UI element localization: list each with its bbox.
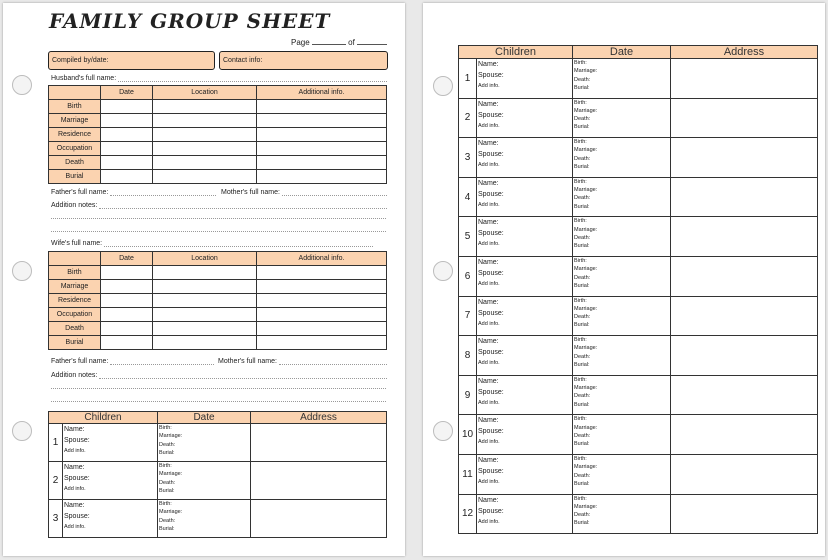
husband-events-table (48, 85, 387, 184)
date-field-label: Marriage: (574, 385, 598, 392)
right-page (423, 3, 825, 556)
row-label: Burial (49, 170, 101, 184)
date-field-label: Marriage: (574, 424, 598, 431)
wife-events-table (48, 251, 387, 350)
date-field-label: Marriage: (574, 503, 598, 510)
date-field-label: Burial: (159, 487, 175, 494)
child-date-cell[interactable] (573, 217, 671, 257)
table-row[interactable] (49, 322, 387, 336)
date-field-label: Burial: (574, 164, 590, 171)
name-label: Name: (478, 61, 499, 68)
child-row[interactable] (459, 59, 818, 99)
column-header (49, 252, 101, 266)
compiled-by-field[interactable] (48, 51, 215, 70)
child-name-cell[interactable] (63, 500, 158, 538)
date-field-label: Birth: (574, 297, 587, 304)
table-row[interactable] (49, 156, 387, 170)
date-field-label: Birth: (574, 337, 587, 344)
spouse-label: Spouse: (64, 513, 90, 520)
date-field-label: Burial: (574, 124, 590, 131)
child-number: 3 (459, 138, 477, 178)
date-field-label: Marriage: (574, 464, 598, 471)
child-row[interactable] (459, 375, 818, 415)
husband-notes-field[interactable] (51, 202, 387, 209)
child-name-cell[interactable] (477, 336, 573, 376)
row-label: Marriage (49, 280, 101, 294)
child-number: 5 (459, 217, 477, 257)
child-address-cell[interactable] (671, 415, 818, 455)
child-number: 6 (459, 256, 477, 296)
add-info-label: Add info. (478, 280, 500, 287)
date-field-label: Birth: (159, 463, 172, 469)
date-field-label: Birth: (574, 376, 587, 383)
date-field-label: Birth: (159, 425, 172, 431)
name-label: Name: (478, 179, 499, 187)
date-field-label: Death: (159, 517, 176, 524)
add-info-label: Add info. (478, 399, 500, 406)
child-date-cell[interactable] (158, 462, 251, 500)
child-address-cell[interactable] (671, 217, 818, 257)
child-date-cell[interactable] (573, 415, 671, 455)
date-field-label: Death: (574, 195, 591, 202)
table-row[interactable] (49, 266, 387, 280)
child-address-cell[interactable] (671, 138, 818, 178)
child-name-cell[interactable] (477, 296, 573, 336)
child-address-cell[interactable] (671, 494, 818, 534)
name-label: Name: (478, 496, 499, 504)
binder-hole (433, 76, 453, 96)
date-field-label: Marriage: (574, 187, 598, 194)
date-field-label: Death: (574, 393, 591, 400)
child-row[interactable] (459, 296, 818, 336)
add-info-label: Add info. (478, 478, 500, 485)
column-header: Date (101, 86, 153, 100)
name-label: Name: (478, 456, 499, 464)
name-label: Name: (64, 464, 85, 471)
child-name-cell[interactable] (477, 177, 573, 217)
child-row[interactable] (49, 424, 387, 462)
husband-name-field[interactable] (51, 75, 387, 82)
row-label: Birth (49, 266, 101, 280)
table-row[interactable] (49, 294, 387, 308)
date-field-label: Burial: (574, 322, 590, 329)
child-address-cell[interactable] (671, 98, 818, 138)
date-field-label: Birth: (574, 178, 587, 185)
child-row[interactable] (49, 500, 387, 538)
row-label: Marriage (49, 114, 101, 128)
child-name-cell[interactable] (477, 217, 573, 257)
date-field-label: Marriage: (574, 68, 598, 75)
address-header: Address (251, 412, 387, 424)
child-number: 8 (459, 336, 477, 376)
date-field-label: Burial: (574, 362, 590, 369)
name-label: Name: (478, 417, 499, 425)
add-info-label: Add info. (64, 486, 86, 492)
date-field-label: Marriage: (574, 266, 598, 273)
address-header: Address (671, 46, 818, 59)
child-row[interactable] (459, 256, 818, 296)
child-name-cell[interactable] (477, 256, 573, 296)
child-address-cell[interactable] (671, 454, 818, 494)
child-number: 3 (49, 500, 63, 538)
spouse-label: Spouse: (478, 72, 504, 79)
spouse-label: Spouse: (478, 428, 504, 436)
date-field-label: Marriage: (574, 107, 598, 114)
child-date-cell[interactable] (573, 177, 671, 217)
child-name-cell[interactable] (63, 462, 158, 500)
binder-hole (12, 261, 32, 281)
date-field-label: Death: (574, 512, 591, 519)
child-number: 2 (49, 462, 63, 500)
name-label: Name: (478, 140, 499, 148)
husband-mother-field[interactable] (221, 189, 387, 196)
spouse-label: Spouse: (64, 437, 90, 444)
child-name-cell[interactable] (477, 59, 573, 99)
table-row[interactable] (49, 170, 387, 184)
left-page (3, 3, 405, 556)
child-row[interactable] (459, 494, 818, 534)
child-address-cell[interactable] (671, 59, 818, 99)
date-field-label: Death: (574, 155, 591, 162)
column-header: Location (153, 86, 257, 100)
child-date-cell[interactable] (573, 454, 671, 494)
child-address-cell[interactable] (671, 177, 818, 217)
binder-hole (433, 421, 453, 441)
date-field-label: Burial: (574, 480, 590, 487)
name-label: Name: (64, 426, 85, 433)
add-info-label: Add info. (478, 360, 500, 367)
date-field-label: Burial: (574, 401, 590, 408)
table-row[interactable] (49, 336, 387, 350)
binder-hole (12, 421, 32, 441)
date-field-label: Death: (574, 353, 591, 360)
child-number: 2 (459, 98, 477, 138)
child-number: 7 (459, 296, 477, 336)
child-number: 1 (49, 424, 63, 462)
child-row[interactable] (459, 336, 818, 376)
row-label: Birth (49, 100, 101, 114)
spouse-label: Spouse: (478, 269, 504, 277)
child-name-cell[interactable] (477, 454, 573, 494)
column-header: Additional info. (257, 252, 387, 266)
date-field-label: Death: (159, 441, 176, 448)
date-field-label: Birth: (159, 501, 172, 507)
child-name-cell[interactable] (63, 424, 158, 462)
child-number: 11 (459, 454, 477, 494)
husband-name-label: Husband's full name: (51, 75, 117, 82)
spouse-label: Spouse: (478, 388, 504, 396)
column-header: Additional info. (257, 86, 387, 100)
name-label: Name: (478, 298, 499, 306)
add-info-label: Add info. (478, 439, 500, 446)
date-field-label: Birth: (574, 60, 587, 66)
add-info-label: Add info. (478, 162, 500, 169)
add-info-label: Add info. (64, 524, 86, 530)
add-info-label: Add info. (478, 241, 500, 248)
child-date-cell[interactable] (573, 336, 671, 376)
date-field-label: Birth: (574, 416, 587, 423)
add-info-label: Add info. (478, 518, 500, 525)
name-label: Name: (478, 100, 499, 108)
table-row[interactable] (49, 114, 387, 128)
spouse-label: Spouse: (478, 111, 504, 119)
row-label: Burial (49, 336, 101, 350)
date-field-label: Birth: (574, 257, 587, 264)
husband-father-field[interactable] (51, 189, 216, 196)
binder-hole (433, 261, 453, 281)
date-field-label: Death: (574, 432, 591, 439)
child-date-cell[interactable] (573, 494, 671, 534)
father-label: Father's full name: (51, 358, 109, 365)
child-date-cell[interactable] (573, 375, 671, 415)
sheet-title: FAMILY GROUP SHEET (49, 9, 331, 33)
spouse-label: Spouse: (478, 309, 504, 317)
notes-label: Addition notes: (51, 372, 98, 379)
child-name-cell[interactable] (477, 138, 573, 178)
date-field-label: Birth: (574, 139, 587, 146)
date-field-label: Marriage: (574, 345, 598, 352)
date-field-label: Burial: (574, 84, 590, 91)
table-row[interactable] (49, 142, 387, 156)
child-date-cell[interactable] (573, 59, 671, 99)
row-label: Death (49, 322, 101, 336)
child-row[interactable] (459, 217, 818, 257)
children-table-left (48, 411, 387, 538)
child-address-cell[interactable] (251, 424, 387, 462)
child-row[interactable] (459, 98, 818, 138)
date-field-label: Burial: (574, 282, 590, 289)
table-row[interactable] (49, 280, 387, 294)
spouse-label: Spouse: (478, 467, 504, 475)
row-label: Death (49, 156, 101, 170)
date-field-label: Birth: (574, 99, 587, 106)
father-label: Father's full name: (51, 189, 109, 196)
date-field-label: Death: (574, 116, 591, 123)
child-row[interactable] (49, 462, 387, 500)
add-info-label: Add info. (478, 201, 500, 208)
add-info-label: Add info. (478, 320, 500, 327)
date-field-label: Death: (574, 472, 591, 479)
row-label: Residence (49, 294, 101, 308)
child-name-cell[interactable] (477, 415, 573, 455)
child-date-cell[interactable] (158, 424, 251, 462)
mother-label: Mother's full name: (221, 189, 280, 196)
name-label: Name: (478, 258, 499, 266)
wife-name-label: Wife's full name: (51, 240, 103, 247)
row-label: Occupation (49, 142, 101, 156)
table-row[interactable] (49, 128, 387, 142)
date-field-label: Death: (574, 274, 591, 281)
child-address-cell[interactable] (671, 336, 818, 376)
spouse-label: Spouse: (478, 349, 504, 357)
child-number: 9 (459, 375, 477, 415)
date-field-label: Death: (159, 479, 176, 486)
date-field-label: Burial: (159, 525, 175, 532)
spouse-label: Spouse: (64, 475, 90, 482)
table-row[interactable] (49, 308, 387, 322)
child-name-cell[interactable] (477, 98, 573, 138)
notes-label: Addition notes: (51, 202, 98, 209)
child-address-cell[interactable] (671, 296, 818, 336)
child-date-cell[interactable] (573, 138, 671, 178)
date-header: Date (158, 412, 251, 424)
column-header: Location (153, 252, 257, 266)
spouse-label: Spouse: (478, 151, 504, 159)
child-number: 4 (459, 177, 477, 217)
date-field-label: Marriage: (574, 305, 598, 312)
column-header: Date (101, 252, 153, 266)
page-label: Page (291, 38, 310, 47)
column-header (49, 86, 101, 100)
children-header: Children (49, 412, 158, 424)
date-field-label: Death: (574, 314, 591, 321)
date-field-label: Burial: (574, 243, 590, 250)
contact-info-label: Contact info: (223, 57, 263, 64)
contact-info-field[interactable] (219, 51, 388, 70)
children-table-right (458, 45, 818, 534)
add-info-label: Add info. (64, 448, 86, 454)
spouse-label: Spouse: (478, 190, 504, 198)
child-date-cell[interactable] (573, 296, 671, 336)
child-address-cell[interactable] (251, 500, 387, 538)
compiled-by-label: Compiled by/date: (52, 57, 109, 64)
child-address-cell[interactable] (671, 256, 818, 296)
date-field-label: Birth: (574, 495, 587, 502)
add-info-label: Add info. (478, 122, 500, 129)
child-name-cell[interactable] (477, 494, 573, 534)
date-field-label: Death: (574, 76, 591, 83)
wife-father-field[interactable] (51, 358, 214, 365)
page-of-field[interactable] (291, 37, 387, 47)
date-header: Date (573, 46, 671, 59)
child-date-cell[interactable] (573, 256, 671, 296)
row-label: Occupation (49, 308, 101, 322)
child-row[interactable] (459, 454, 818, 494)
wife-mother-field[interactable] (218, 358, 387, 365)
child-row[interactable] (459, 177, 818, 217)
child-row[interactable] (459, 138, 818, 178)
child-number: 10 (459, 415, 477, 455)
binder-hole (12, 75, 32, 95)
add-info-label: Add info. (478, 83, 500, 89)
child-date-cell[interactable] (158, 500, 251, 538)
child-address-cell[interactable] (671, 375, 818, 415)
name-label: Name: (478, 338, 499, 346)
date-field-label: Birth: (574, 218, 587, 225)
name-label: Name: (478, 219, 499, 227)
child-row[interactable] (459, 415, 818, 455)
date-field-label: Marriage: (159, 509, 183, 516)
spouse-label: Spouse: (478, 507, 504, 515)
date-field-label: Marriage: (159, 471, 183, 478)
spouse-label: Spouse: (478, 230, 504, 238)
date-field-label: Burial: (574, 203, 590, 210)
child-date-cell[interactable] (573, 98, 671, 138)
child-number: 1 (459, 59, 477, 99)
wife-notes-field[interactable] (51, 372, 387, 379)
date-field-label: Burial: (159, 449, 175, 456)
children-header: Children (459, 46, 573, 59)
wife-name-field[interactable] (51, 240, 373, 247)
mother-label: Mother's full name: (218, 358, 277, 365)
date-field-label: Marriage: (574, 147, 598, 154)
name-label: Name: (64, 502, 85, 509)
of-label: of (348, 38, 355, 47)
row-label: Residence (49, 128, 101, 142)
date-field-label: Marriage: (159, 433, 183, 440)
child-address-cell[interactable] (251, 462, 387, 500)
name-label: Name: (478, 377, 499, 385)
child-number: 12 (459, 494, 477, 534)
date-field-label: Burial: (574, 441, 590, 448)
table-row[interactable] (49, 100, 387, 114)
date-field-label: Death: (574, 234, 591, 241)
date-field-label: Birth: (574, 455, 587, 462)
date-field-label: Marriage: (574, 226, 598, 233)
date-field-label: Burial: (574, 520, 590, 527)
child-name-cell[interactable] (477, 375, 573, 415)
